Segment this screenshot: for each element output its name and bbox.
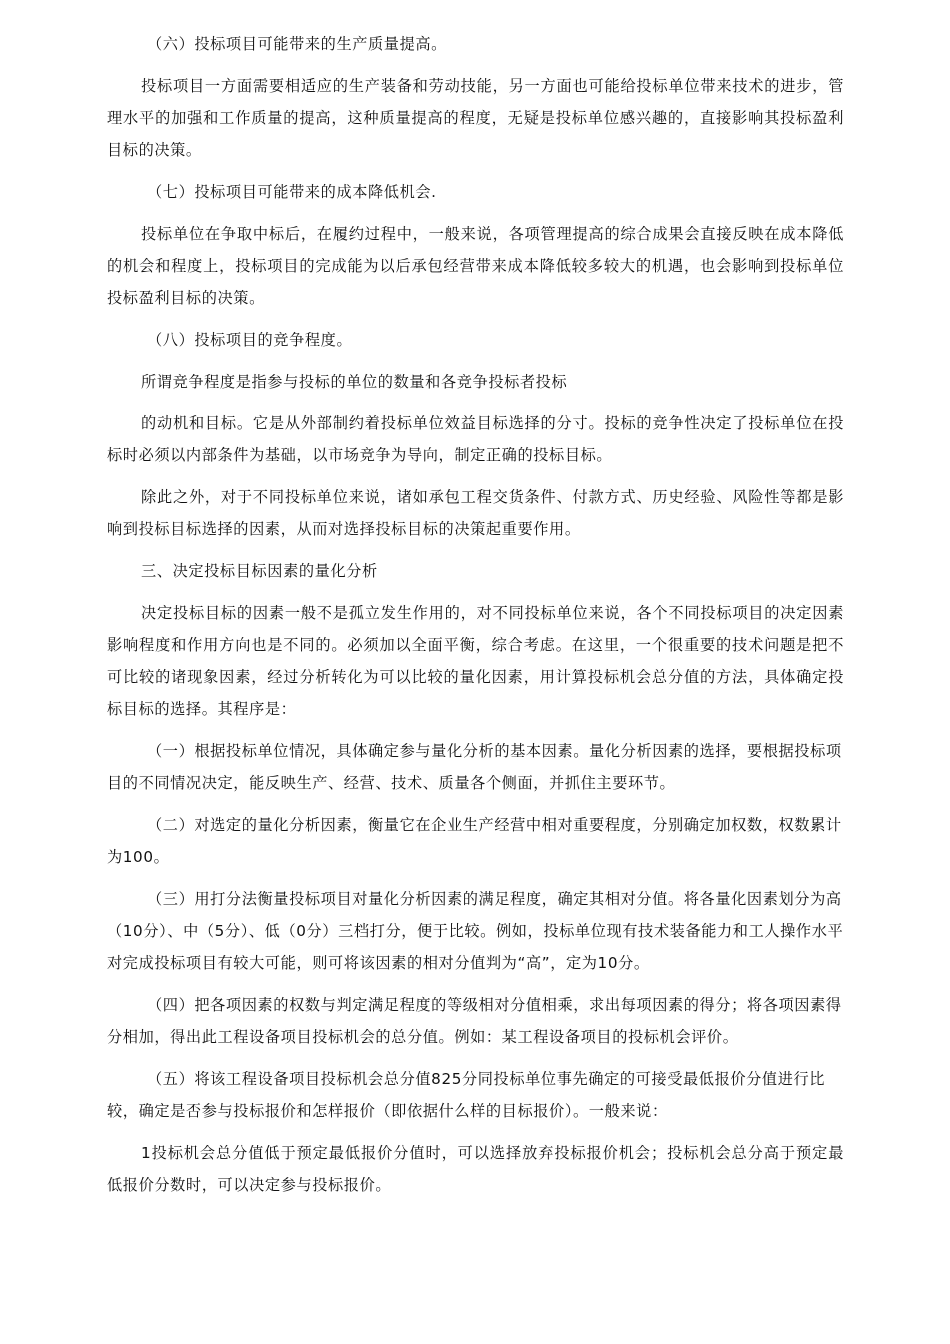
paragraph: 投标单位在争取中标后，在履约过程中，一般来说，各项管理提高的综合成果会直接反映在成本降低的机会和程度上，投标项目的完成能为以后承包经营带来成本降低较多较大的机遇，也会影响到投标单位投标盈利目标的决策。 [107,225,844,307]
step-3-paragraph: （三）用打分法衡量投标项目对量化分析因素的满足程度，确定其相对分值。将各量化因素划分为高（10分）、中（5分）、低（0分）三档打分，便于比较。例如，投标单位现有技术装备能力和工人操作水平对完成投标项目有较大可能，则可将该因素的相对分值判为“高”，定为10分。 [107,890,844,972]
paragraph: 决定投标目标的因素一般不是孤立发生作用的，对不同投标单位来说，各个不同投标项目的决定因素影响程度和作用方向也是不同的。必须加以全面平衡，综合考虑。在这里，一个很重要的技术问题是把不可比较的诸现象因素，经过分析转化为可以比较的量化因素，用计算投标机会总分值的方法，具体确定投标目标的选择。其程序是： [107,604,844,718]
paragraph: 所谓竞争程度是指参与投标的单位的数量和各竞争投标者投标 [141,373,568,391]
step-2-paragraph: （二）对选定的量化分析因素，衡量它在企业生产经营中相对重要程度，分别确定加权数，权数累计为100。 [107,816,842,866]
step-5-paragraph: （五）将该工程设备项目投标机会总分值825分同投标单位事先确定的可接受最低报价分值进行比较，确定是否参与投标报价和怎样报价（即依据什么样的目标报价）。一般来说： [107,1070,826,1120]
rule-1-paragraph: 1投标机会总分值低于预定最低报价分值时，可以选择放弃投标报价机会；投标机会总分高于预定最低报价分数时，可以决定参与投标报价。 [107,1144,844,1194]
step-4-paragraph: （四）把各项因素的权数与判定满足程度的等级相对分值相乘，求出每项因素的得分；将各项因素得分相加，得出此工程设备项目投标机会的总分值。例如：某工程设备项目的投标机会评价。 [107,996,842,1046]
paragraph: 除此之外，对于不同投标单位来说，诸如承包工程交货条件、付款方式、历史经验、风险性等都是影响到投标目标选择的因素，从而对选择投标目标的决策起重要作用。 [107,488,844,538]
section-heading-6: （六）投标项目可能带来的生产质量提高。 [147,35,447,53]
paragraph: 的动机和目标。它是从外部制约着投标单位效益目标选择的分寸。投标的竞争性决定了投标单位在投标时必须以内部条件为基础，以市场竞争为导向，制定正确的投标目标。 [107,414,844,464]
step-1-paragraph: （一）根据投标单位情况，具体确定参与量化分析的基本因素。量化分析因素的选择，要根据投标项目的不同情况决定，能反映生产、经营、技术、质量各个侧面，并抓住主要环节。 [107,742,842,792]
document-body [107,28,844,1201]
section-heading-7: （七）投标项目可能带来的成本降低机会. [147,183,437,201]
section-heading-8: （八）投标项目的竞争程度。 [147,331,353,349]
paragraph: 投标项目一方面需要相适应的生产装备和劳动技能，另一方面也可能给投标单位带来技术的进步，管理水平的加强和工作质量的提高，这种质量提高的程度，无疑是投标单位感兴趣的，直接影响其投标盈利目标的决策。 [107,77,844,159]
section-title-3: 三、决定投标目标因素的量化分析 [141,562,378,580]
